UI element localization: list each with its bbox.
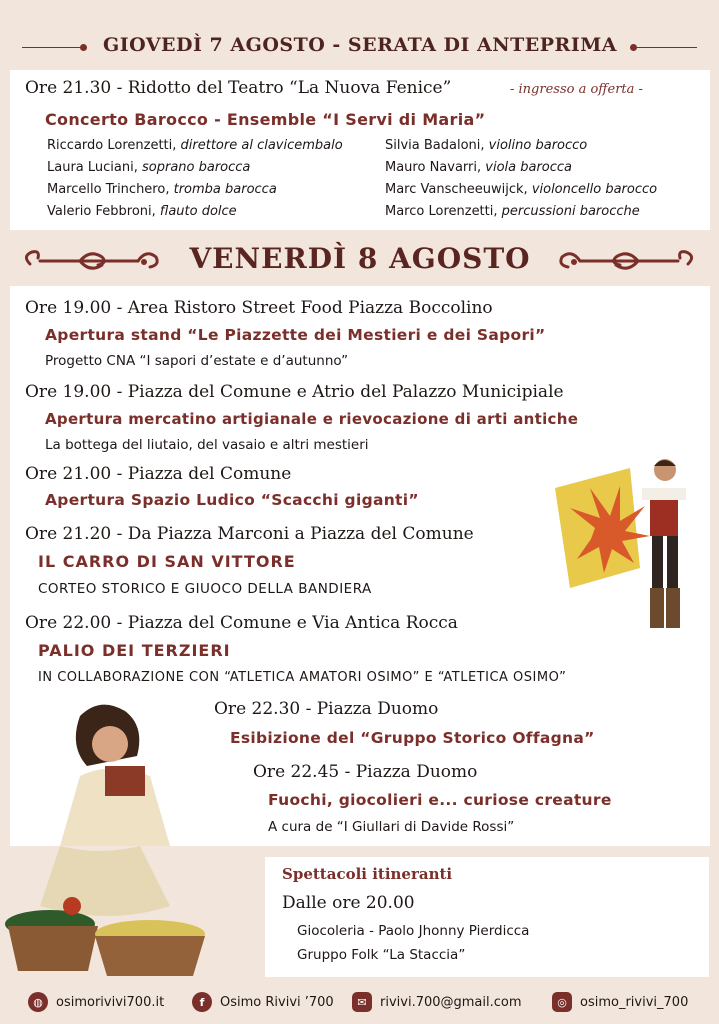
- itinerant-item: Giocoleria - Paolo Jhonny Pierdicca: [297, 923, 530, 939]
- event-time-place: Ore 22.00 - Piazza del Comune e Via Antica Rocca: [25, 613, 458, 633]
- friday-header: [0, 236, 719, 284]
- musician: Laura Luciani, soprano barocca: [47, 160, 251, 175]
- itinerant-item: Gruppo Folk “La Staccia”: [297, 947, 466, 963]
- event-time-place: Ore 19.00 - Area Ristoro Street Food Piazza Boccolino: [25, 298, 493, 318]
- itinerant-panel: [265, 857, 709, 977]
- flag-bearer-illustration: [550, 448, 700, 648]
- footer-email[interactable]: ✉ rivivi.700@gmail.com: [352, 990, 522, 1014]
- event-description: A cura de “I Giullari di Davide Rossi”: [268, 819, 515, 835]
- footer-website[interactable]: ◍ osimorivivi700.it: [28, 990, 164, 1014]
- event-title: IL CARRO DI SAN VITTORE: [38, 552, 296, 571]
- event-time-place: Ore 21.20 - Da Piazza Marconi a Piazza del Comune: [25, 524, 474, 544]
- event-time-place: Ore 22.30 - Piazza Duomo: [214, 699, 439, 719]
- musician: Marco Lorenzetti, percussioni barocche: [385, 204, 640, 219]
- mail-icon: ✉: [352, 992, 372, 1012]
- woman-illustration: [10, 696, 245, 846]
- preview-entry-note: - ingresso a offerta -: [510, 82, 643, 97]
- musician: Marcello Trinchero, tromba barocca: [47, 182, 277, 197]
- globe-icon: ◍: [28, 992, 48, 1012]
- friday-panel: [10, 286, 710, 846]
- preview-header-title: GIOVEDÌ 7 AGOSTO - SERATA DI ANTEPRIMA: [102, 34, 617, 56]
- event-time-place: Ore 21.00 - Piazza del Comune: [25, 464, 292, 484]
- event-description: La bottega del liutaio, del vasaio e altri mestieri: [45, 437, 369, 453]
- event-title: Fuochi, giocolieri e... curiose creature: [268, 791, 612, 809]
- musician: Marc Vanscheeuwijck, violoncello barocco: [385, 182, 658, 197]
- event-time-place: Ore 19.00 - Piazza del Comune e Atrio del Palazzo Municipiale: [25, 382, 564, 402]
- musician: Riccardo Lorenzetti, direttore al clavicembalo: [47, 138, 343, 153]
- facebook-icon: f: [192, 992, 212, 1012]
- footer-instagram[interactable]: ◎ osimo_rivivi_700: [552, 990, 688, 1014]
- event-title: Apertura Spazio Ludico “Scacchi giganti”: [45, 491, 419, 509]
- friday-header-title: VENERDÌ 8 AGOSTO: [189, 242, 531, 275]
- preview-panel: [10, 70, 710, 230]
- event-title: Apertura mercatino artigianale e rievocazione di arti antiche: [45, 410, 579, 428]
- event-title: Esibizione del “Gruppo Storico Offagna”: [230, 729, 595, 747]
- preview-time-place: Ore 21.30 - Ridotto del Teatro “La Nuova Fenice”: [25, 78, 452, 98]
- instagram-icon: ◎: [552, 992, 572, 1012]
- event-title: Apertura stand “Le Piazzette dei Mestieri e dei Sapori”: [45, 326, 546, 344]
- event-time-place: Ore 22.45 - Piazza Duomo: [253, 762, 478, 782]
- preview-event-title: Concerto Barocco - Ensemble “I Servi di Maria”: [45, 110, 486, 129]
- ornament-scroll-left: [20, 246, 160, 276]
- event-description: CORTEO STORICO E GIUOCO DELLA BANDIERA: [38, 581, 372, 597]
- musician: Mauro Navarri, viola barocca: [385, 160, 573, 175]
- ornament-scroll-right: [558, 246, 698, 276]
- basket-illustration: [0, 846, 250, 984]
- footer: [0, 984, 719, 1018]
- musician: Valerio Febbroni, flauto dolce: [47, 204, 237, 219]
- preview-header: [0, 34, 719, 62]
- ornament-line-right: [635, 47, 697, 48]
- event-title: PALIO DEI TERZIERI: [38, 641, 231, 660]
- ornament-dot-left: [80, 44, 87, 51]
- footer-facebook[interactable]: f Osimo Rivivi ’700: [192, 990, 334, 1014]
- event-description: Progetto CNA “I sapori d’estate e d’autunno”: [45, 353, 349, 369]
- musician: Silvia Badaloni, violino barocco: [385, 138, 588, 153]
- ornament-line-left: [22, 47, 84, 48]
- event-description: IN COLLABORAZIONE CON “ATLETICA AMATORI OSIMO” E “ATLETICA OSIMO”: [38, 670, 567, 685]
- itinerant-heading: Spettacoli itineranti: [282, 865, 453, 883]
- itinerant-time: Dalle ore 20.00: [282, 893, 415, 913]
